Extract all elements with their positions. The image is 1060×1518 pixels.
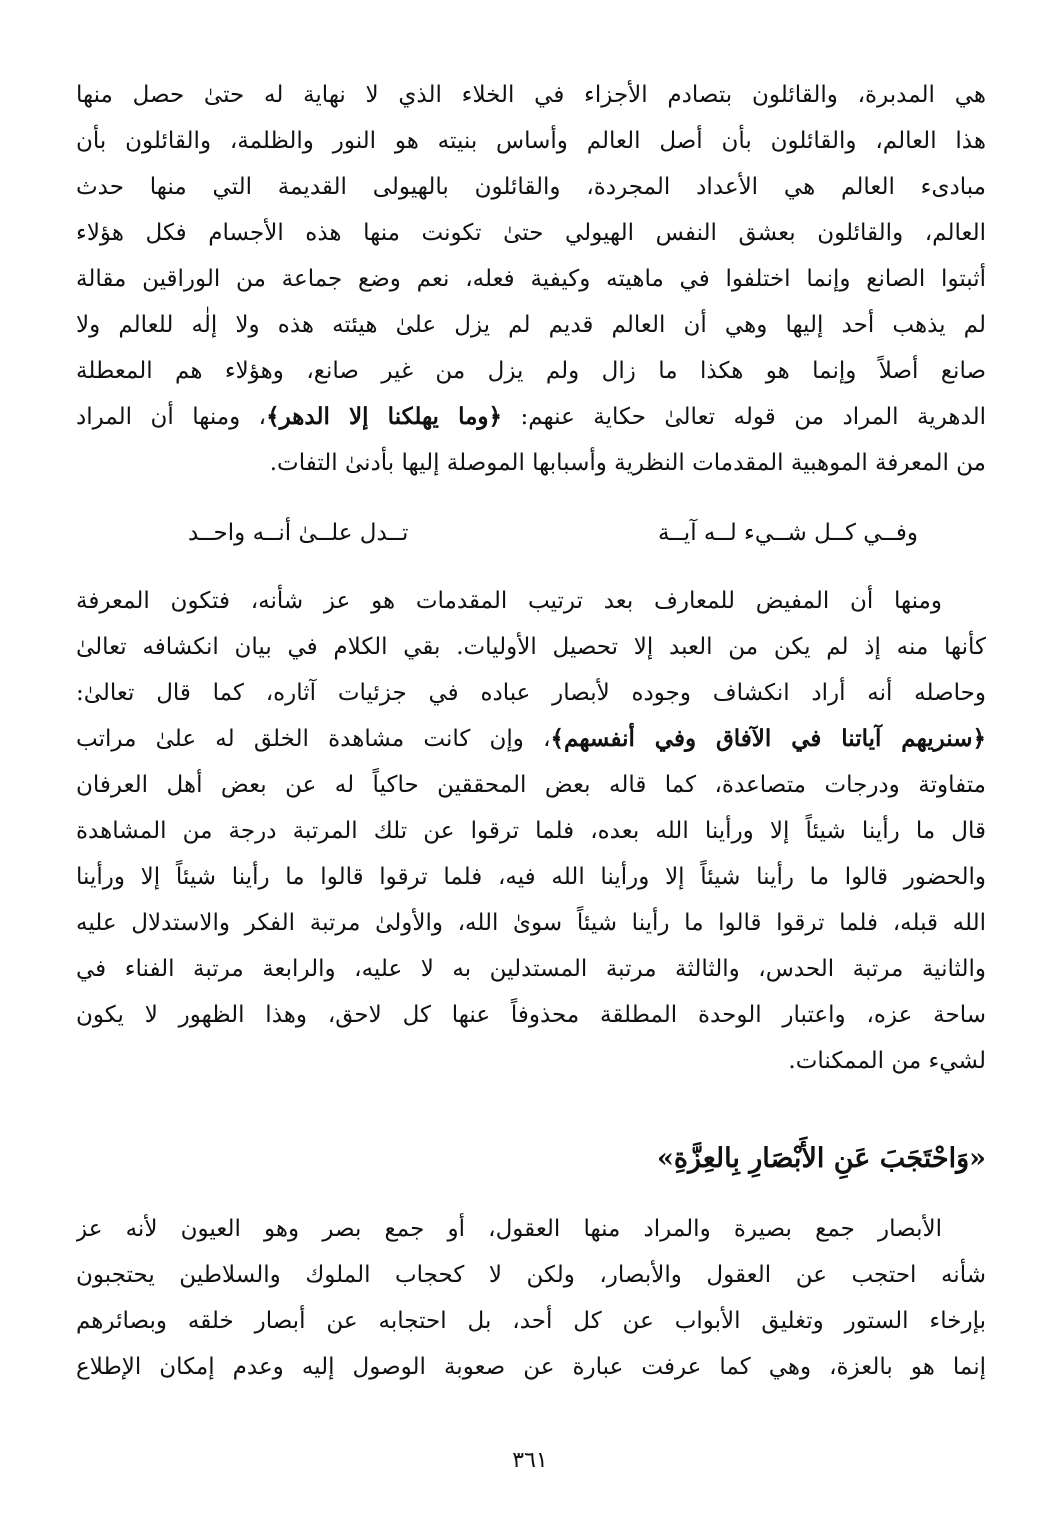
text-line: هذا العالم، والقائلون بأن أصل العالم وأساس بنيته هو النور والظلمة، والقائلون بأن (76, 128, 986, 154)
text-line: وحاصله أنه أراد انكشاف وجوده لأبصار عباده في جزئيات آثاره، كما قال تعالىٰ: (76, 680, 986, 706)
text-line: الأبصار جمع بصيرة والمراد منها العقول، أو جمع بصر وهو العيون لأنه عز (76, 1216, 942, 1242)
text-line: ساحة عزه، واعتبار الوحدة المطلقة محذوفاً عنها كل لاحق، وهذا الظهور لا يكون (76, 1002, 986, 1028)
text-fragment: الدهرية المراد من قوله تعالىٰ حكاية عنهم: (502, 404, 986, 430)
text-line-with-quran-quote (76, 394, 986, 440)
page-number: ٣٦١ (512, 1448, 548, 1473)
paragraph-1 (76, 72, 986, 486)
paragraph-3 (76, 1206, 986, 1390)
text-line: صانع أصلاً وإنما هو هكذا ما زال ولم يزل من غير صانع، وهؤلاء هم المعطلة (76, 358, 986, 384)
text-line: لشيء من الممكنات. (788, 1048, 986, 1074)
paragraph-2 (76, 578, 986, 1084)
text-line: والثانية مرتبة الحدس، والثالثة مرتبة المستدلين به لا عليه، والرابعة مرتبة الفناء في (76, 956, 986, 982)
text-fragment: ، ومنها أن المراد (76, 404, 267, 430)
text-line: متفاوتة ودرجات متصاعدة، كما قاله بعض المحققين حاكياً له عن بعض أهل العرفان (76, 772, 986, 798)
text-line: قال ما رأينا شيئاً إلا ورأينا الله بعده، فلما ترقوا عن تلك المرتبة درجة من المشاهدة (76, 818, 986, 844)
text-line: الله قبله، فلما ترقوا قالوا ما رأينا شيئاً سوىٰ الله، والأولىٰ مرتبة الفكر والاستدلال عليه (76, 910, 986, 936)
text-line: ومنها أن المفيض للمعارف بعد ترتيب المقدمات هو عز شأنه، فتكون المعرفة (76, 588, 942, 614)
text-line: شأنه احتجب عن العقول والأبصار، ولكن لا كحجاب الملوك والسلاطين يحتجبون (76, 1262, 986, 1288)
text-line: والحضور قالوا ما رأينا شيئاً إلا ورأينا الله فيه، فلما ترقوا قالوا ما رأينا شيئاً إلا ورأينا (76, 864, 986, 890)
text-line: إنما هو بالعزة، وهي كما عرفت عبارة عن صعوبة الوصول إليه وعدم إمكان الإطلاع (76, 1354, 986, 1380)
text-line: هي المدبرة، والقائلون بتصادم الأجزاء في الخلاء الذي لا نهاية له حتىٰ حصل منها (76, 82, 986, 108)
quran-quote: ﴿سنريهم آياتنا في الآفاق وفي أنفسهم﴾ (550, 725, 986, 752)
text-line: كأنها منه إذ لم يكن من العبد إلا تحصيل الأوليات. بقي الكلام في بيان انكشافه تعالىٰ (76, 634, 986, 660)
text-line: مبادىء العالم هي الأعداد المجردة، والقائلون بالهيولى القديمة التي منها حدث (76, 174, 986, 200)
text-line: العالم، والقائلون بعشق النفس الهيولي حتىٰ تكونت منها هذه الأجسام فكل هؤلاء (76, 220, 986, 246)
text-line: من المعرفة الموهبية المقدمات النظرية وأسبابها الموصلة إليها بأدنىٰ التفات. (269, 450, 986, 476)
text-line: أثبتوا الصانع وإنما اختلفوا في ماهيته وكيفية فعله، نعم وضع جماعة من الوراقين مقالة (76, 266, 986, 292)
poem-hemistich-left: تــدل علــىٰ أنــه واحــد (188, 520, 409, 546)
text-line: لم يذهب أحد إليها وهي أن العالم قديم لم يزل علىٰ هيئته هذه ولا إلٰه للعالم ولا (76, 312, 986, 338)
poem-verse (188, 510, 918, 556)
section-heading: «وَاحْتَجَبَ عَنِ الأَبْصَارِ بِالعِزَّةِ» (656, 1143, 986, 1174)
text-fragment: ، وإن كانت مشاهدة الخلق له علىٰ مراتب (76, 726, 551, 752)
text-line: بإرخاء الستور وتغليق الأبواب عن كل أحد، بل احتجابه عن أبصار خلقه وبصائرهم (76, 1308, 986, 1334)
quran-quote: ﴿وما يهلكنا إلا الدهر﴾ (266, 403, 503, 430)
poem-hemistich-right: وفــي كــل شــيء لــه آيــة (658, 520, 918, 546)
text-line-with-quran-quote (76, 716, 986, 762)
